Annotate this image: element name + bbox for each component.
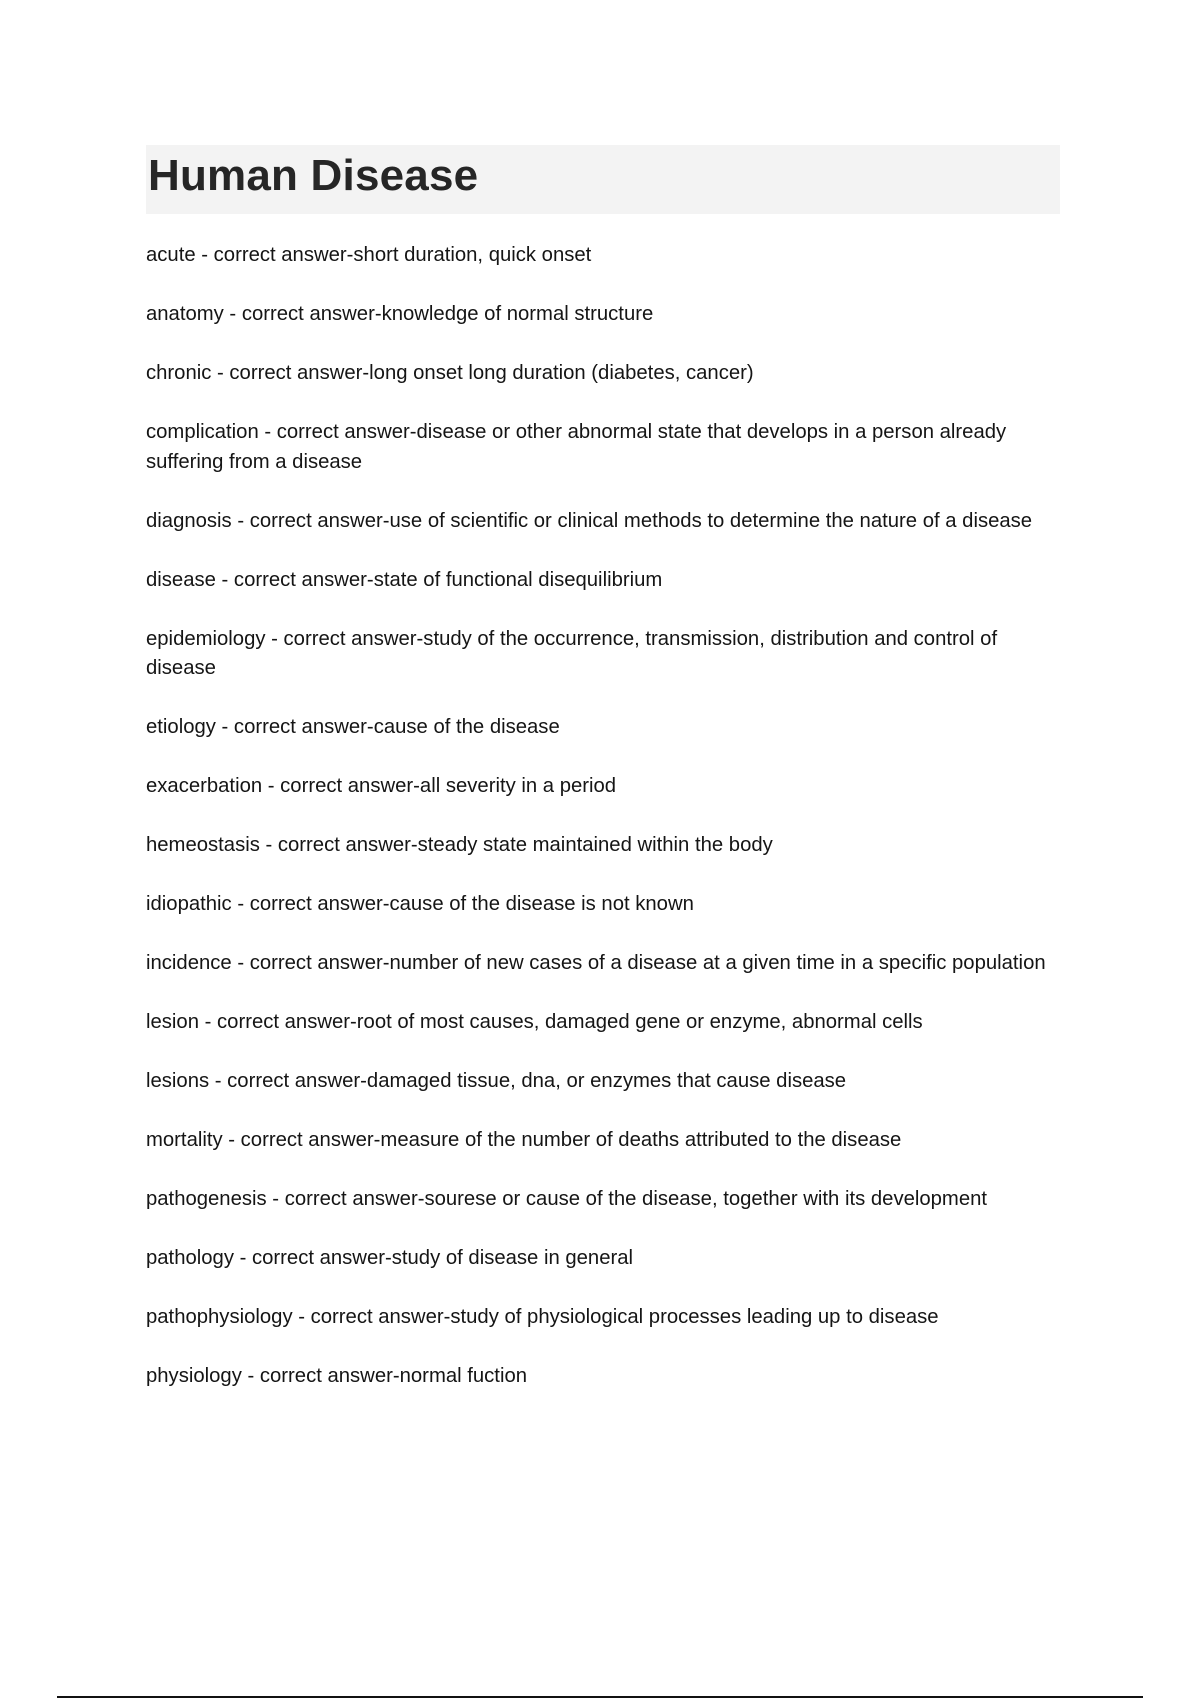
entry-definition: steady state maintained within the body [417, 834, 773, 856]
entry-definition: damaged tissue, dna, or enzymes that cause disease [366, 1070, 847, 1092]
definition-entry [146, 890, 1066, 920]
entry-term: exacerbation [146, 775, 263, 797]
entry-separator: - correct answer- [241, 1365, 400, 1387]
entry-term: acute [146, 244, 196, 266]
definition-entry [146, 1008, 1066, 1038]
entry-separator: - correct answer- [259, 834, 418, 856]
entry-definition: study of physiological processes leading up to disease [450, 1306, 939, 1328]
entry-term: lesions [146, 1070, 210, 1092]
entry-separator: - correct answer- [215, 568, 374, 591]
definition-list [146, 241, 1066, 1421]
definition-entry [146, 949, 1066, 979]
entry-definition: disease or other abnormal state that develops in a person already suffering from a disease [146, 421, 1007, 473]
entry-term: pathogenesis [146, 1188, 267, 1210]
entry-separator: - correct answer- [209, 1070, 367, 1092]
entry-separator: - correct answer- [231, 952, 390, 974]
entry-term: diagnosis [146, 509, 232, 532]
entry-term: incidence [146, 952, 232, 974]
entry-term: pathology [146, 1247, 234, 1269]
definition-entry [146, 772, 1066, 802]
definition-entry [146, 566, 1066, 596]
entry-separator: - correct answer- [223, 303, 382, 325]
definition-entry [146, 241, 1066, 271]
entry-separator: - correct answer- [292, 1306, 451, 1328]
entry-separator: - correct answer- [265, 627, 424, 650]
entry-separator: - correct answer- [262, 775, 420, 797]
entry-term: anatomy [146, 303, 224, 325]
definition-entry [146, 625, 1066, 684]
entry-term: physiology [146, 1365, 242, 1387]
entry-definition: cause of the disease is not known [389, 893, 694, 915]
entry-definition: measure of the number of deaths attributed to the disease [380, 1129, 902, 1151]
definition-entry [146, 1303, 1066, 1333]
definition-entry [146, 1362, 1066, 1392]
entry-term: mortality [146, 1129, 223, 1151]
entry-definition: sourese or cause of the disease, together with its development [424, 1188, 988, 1210]
entry-definition: number of new cases of a disease at a given time in a specific population [389, 952, 1046, 974]
entry-definition: state of functional disequilibrium [373, 568, 663, 591]
entry-definition: root of most causes, damaged gene or enzyme, abnormal cells [356, 1011, 923, 1033]
definition-entry [146, 1126, 1066, 1156]
definition-entry [146, 831, 1066, 861]
entry-term: chronic [146, 362, 212, 384]
entry-definition: use of scientific or clinical methods to determine the nature of a disease [389, 509, 1033, 532]
entry-separator: - correct answer- [195, 244, 354, 266]
entry-definition: cause of the disease [373, 716, 560, 738]
entry-term: hemeostasis [146, 834, 260, 856]
entry-separator: - correct answer- [215, 716, 374, 738]
entry-definition: study of the occurrence, transmission, distribution and control of disease [146, 627, 998, 679]
definition-entry [146, 418, 1066, 477]
entry-definition: short duration, quick onset [353, 244, 592, 266]
entry-separator: - correct answer- [231, 509, 390, 532]
definition-entry [146, 507, 1066, 537]
entry-separator: - correct answer- [222, 1129, 381, 1151]
definition-entry [146, 1244, 1066, 1274]
definition-entry [146, 359, 1066, 389]
entry-separator: - correct answer- [258, 421, 417, 443]
definition-entry [146, 713, 1066, 743]
entry-term: epidemiology [146, 627, 266, 650]
page-title: Human Disease [148, 151, 479, 200]
entry-definition: normal fuction [399, 1365, 528, 1387]
entry-separator: - correct answer- [211, 362, 370, 384]
entry-term: complication [146, 421, 259, 443]
entry-separator: - correct answer- [233, 1247, 392, 1269]
definition-entry [146, 1067, 1066, 1097]
entry-definition: long onset long duration (diabetes, cancer) [369, 362, 754, 384]
title-banner [146, 145, 1060, 214]
definition-entry [146, 300, 1066, 330]
definition-entry [146, 1185, 1066, 1215]
entry-separator: - correct answer- [199, 1011, 357, 1033]
entry-separator: - correct answer- [231, 893, 390, 915]
entry-term: pathophysiology [146, 1306, 293, 1328]
entry-definition: study of disease in general [391, 1247, 634, 1269]
footer-divider [57, 1696, 1143, 1698]
entry-term: disease [146, 568, 216, 591]
entry-separator: - correct answer- [266, 1188, 425, 1210]
entry-definition: all severity in a period [419, 775, 617, 797]
entry-definition: knowledge of normal structure [381, 303, 654, 325]
entry-term: etiology [146, 716, 216, 738]
entry-term: idiopathic [146, 893, 232, 915]
entry-term: lesion [146, 1011, 199, 1033]
